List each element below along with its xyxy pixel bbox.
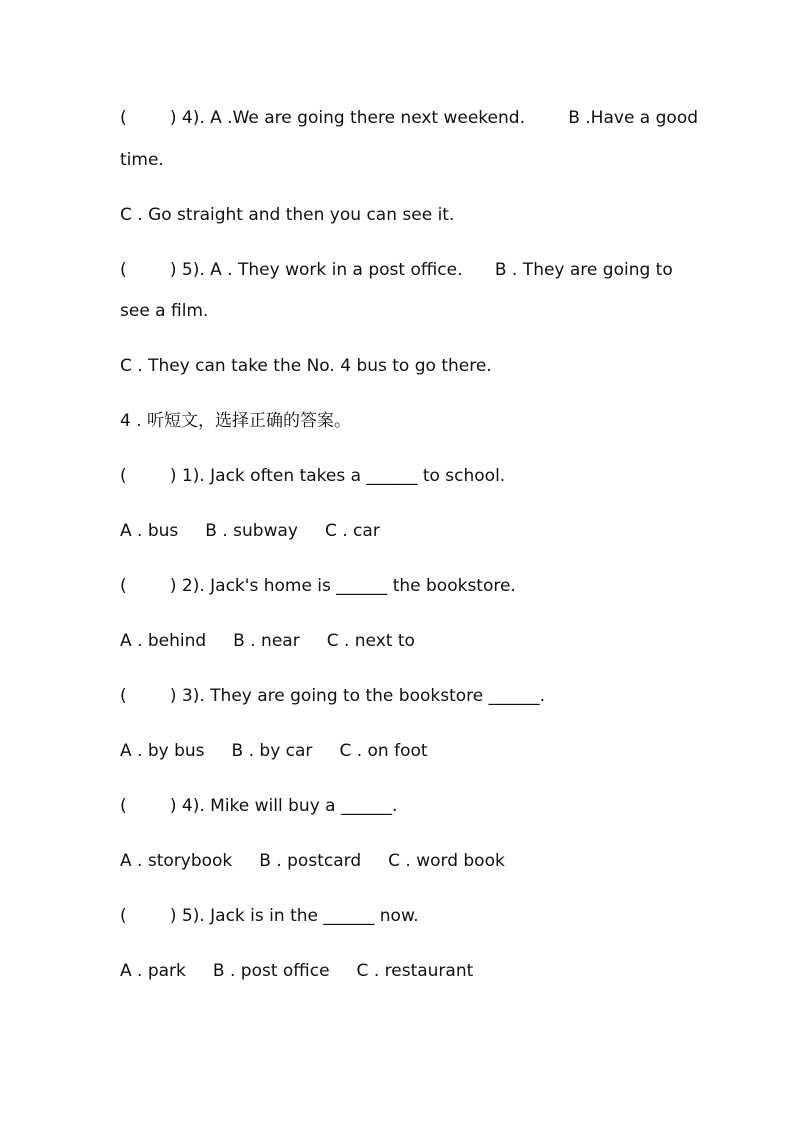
listening-question-1: ( ) 1). Jack often takes a ______ to school. [120,466,506,486]
question-5-options-ab: ( ) 5). A . They work in a post office. B . They are going to [120,260,673,280]
question-4-option-b-continued: time. [120,150,164,170]
question-5-option-c: C . They can take the No. 4 bus to go there. [120,356,492,376]
section-4-heading: 4 . 听短文，选择正确的答案。 [120,411,352,431]
listening-question-2-options: A . behind B . near C . next to [120,631,415,651]
listening-question-3: ( ) 3). They are going to the bookstore ______. [120,686,546,706]
question-4-options-ab: ( ) 4). A .We are going there next weekend. B .Have a good [120,108,699,128]
listening-question-5: ( ) 5). Jack is in the ______ now. [120,906,419,926]
listening-question-4-options: A . storybook B . postcard C . word book [120,851,505,871]
listening-question-2: ( ) 2). Jack's home is ______ the bookstore. [120,576,516,596]
listening-question-1-options: A . bus B . subway C . car [120,521,380,541]
question-4-option-c: C . Go straight and then you can see it. [120,205,455,225]
listening-question-3-options: A . by bus B . by car C . on foot [120,741,428,761]
question-5-option-b-continued: see a film. [120,301,209,321]
listening-question-4: ( ) 4). Mike will buy a ______. [120,796,398,816]
listening-question-5-options: A . park B . post office C . restaurant [120,961,474,981]
